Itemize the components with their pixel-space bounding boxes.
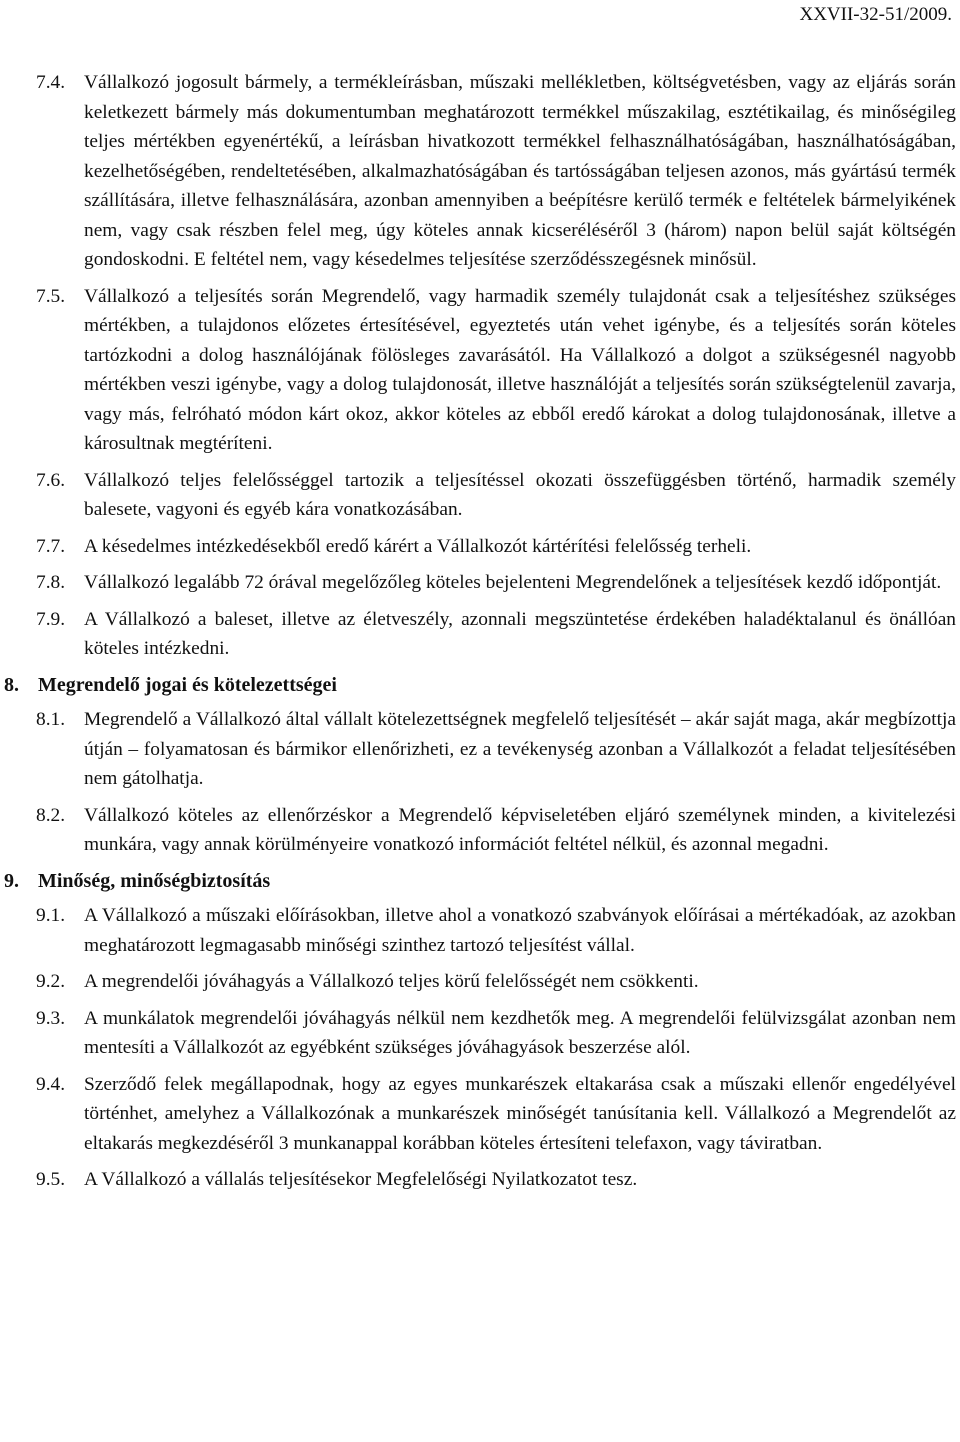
clause-text: Vállalkozó teljes felelősséggel tartozik a teljesítéssel okozati összefüggésben történő, harmadik személy balesete, vagyoni és egyéb kára vonatkozásában. <box>84 469 956 520</box>
document-reference: XXVII-32-51/2009. <box>799 4 952 25</box>
clause-text: A Vállalkozó a baleset, illetve az életveszély, azonnali megszüntetése érdekében haladéktalanul és önállóan köteles intézkedni. <box>84 608 956 659</box>
clause-number: 9.3. <box>36 1007 66 1029</box>
clause-9-2 <box>36 967 956 997</box>
clause-8-1 <box>36 705 956 794</box>
clause-9-1 <box>36 901 956 960</box>
section-title: Minőség, minőségbiztosítás <box>38 869 271 892</box>
clause-text: Vállalkozó köteles az ellenőrzéskor a Megrendelő képviseletében eljáró személynek minden, a kivitelezési munkára, vagy annak körülményeire vonatkozó információt feltétel nélkül, és azonnal megadni. <box>84 804 956 855</box>
section-title: Megrendelő jogai és kötelezettségei <box>38 673 337 696</box>
clause-number: 9.5. <box>36 1169 66 1190</box>
clause-9-4 <box>36 1070 956 1159</box>
clause-text: A munkálatok megrendelői jóváhagyás nélkül nem kezdhetők meg. A megrendelői felülvizsgálat azonban nem mentesíti a Vállalkozót az egyébként szükséges jóváhagyások beszerzése alól. <box>84 1007 956 1058</box>
clause-7-5 <box>36 282 956 459</box>
clause-7-8 <box>36 568 956 598</box>
clause-number: 7.6. <box>36 469 66 491</box>
clause-number: 9.2. <box>36 971 66 992</box>
clause-7-6 <box>36 466 956 525</box>
section-9-heading <box>4 867 956 897</box>
clause-number: 7.7. <box>36 535 66 557</box>
clause-7-9 <box>36 605 956 664</box>
clause-text: Vállalkozó legalább 72 órával megelőzőleg köteles bejelenteni Megrendelőnek a teljesítések kezdő időpontját. <box>84 572 942 593</box>
clause-text: A Vállalkozó a vállalás teljesítésekor Megfelelőségi Nyilatkozatot tesz. <box>84 1169 638 1190</box>
clause-text: Vállalkozó jogosult bármely, a termékleírásban, műszaki mellékletben, költségvetésben, vagy az eljárás során keletkezett bármely más dokumentumban meghatározott termékkel műszakilag, esztétikailag, és minőségileg teljes mértékben egyenértékű, a leírásban hivatkozott termékkel felhasználhatóságában, használhatóságában, kezelhetőségében, rendeltetésében, alkalmazhatóságában és tartósságában teljesen azonos, más gyártású termék szállítására, illetve felhasználására, azonban amennyiben a beépítésre kerülő termék e feltételek bármelyikének nem, vagy csak részben felel meg, úgy köteles annak kicseréléséről 3 (három) napon belül saját költségén gondoskodni. E feltétel nem, vagy késedelmes teljesítése szerződésszegésnek minősül. <box>84 72 956 270</box>
clause-9-5 <box>36 1165 956 1195</box>
clause-number: 7.4. <box>36 72 66 93</box>
clause-text: Szerződő felek megállapodnak, hogy az egyes munkarészek eltakarása csak a műszaki ellenőr engedélyével történhet, amelyhez a Vállalkozónak a munkarészek minőségét tanúsítania kell. Vállalkozó a Megrendelőt az eltakarás megkezdéséről 3 munkanappal korábban köteles értesíteni telefaxon, vagy táviratban. <box>84 1073 956 1154</box>
section-8-heading <box>4 671 956 701</box>
clause-number: 9.1. <box>36 905 66 926</box>
document-body <box>4 68 956 1202</box>
clause-9-3 <box>36 1004 956 1063</box>
clause-number: 7.9. <box>36 608 66 630</box>
section-number: 9. <box>4 869 19 892</box>
clause-text: A késedelmes intézkedésekből eredő kárért a Vállalkozót kártérítési felelősség terheli. <box>84 535 752 557</box>
clause-text: A megrendelői jóváhagyás a Vállalkozó teljes körű felelősségét nem csökkenti. <box>84 971 699 992</box>
clause-number: 7.8. <box>36 572 66 593</box>
clause-number: 7.5. <box>36 285 66 307</box>
clause-7-7 <box>36 532 956 562</box>
clause-text: A Vállalkozó a műszaki előírásokban, illetve ahol a vonatkozó szabványok előírásai a mértékadóak, az azokban meghatározott legmagasabb minőségi szinthez tartozó teljesítést vállal. <box>84 905 956 956</box>
clause-8-2 <box>36 801 956 860</box>
clause-number: 9.4. <box>36 1073 66 1095</box>
clause-number: 8.2. <box>36 804 66 826</box>
clause-text: Megrendelő a Vállalkozó által vállalt kötelezettségnek megfelelő teljesítését – akár saját maga, akár megbízottja útján – folyamatosan és bármikor ellenőrizheti, ez a tevékenység azonban a Vállalkozót a feladat teljesítésében nem gátolhatja. <box>84 709 956 789</box>
clause-text: Vállalkozó a teljesítés során Megrendelő, vagy harmadik személy tulajdonát csak a teljesítéshez szükséges mértékben, a tulajdonos előzetes értesítésével, egyeztetés után vehet igénybe, és a teljesítés során köteles tartózkodni a dolog használójának fölösleges zavarásától. Ha Vállalkozó a dolgot a szükségesnél nagyobb mértékben veszi igénybe, vagy a dolog tulajdonosát, illetve használóját a teljesítés során szükségtelenül zavarja, vagy más, felróható módon kárt okoz, akkor köteles az ebből eredő károkat a dolog tulajdonosának, illetve a károsultnak megtéríteni. <box>84 285 956 454</box>
clause-7-4 <box>36 68 956 275</box>
section-number: 8. <box>4 673 19 696</box>
clause-number: 8.1. <box>36 709 66 730</box>
